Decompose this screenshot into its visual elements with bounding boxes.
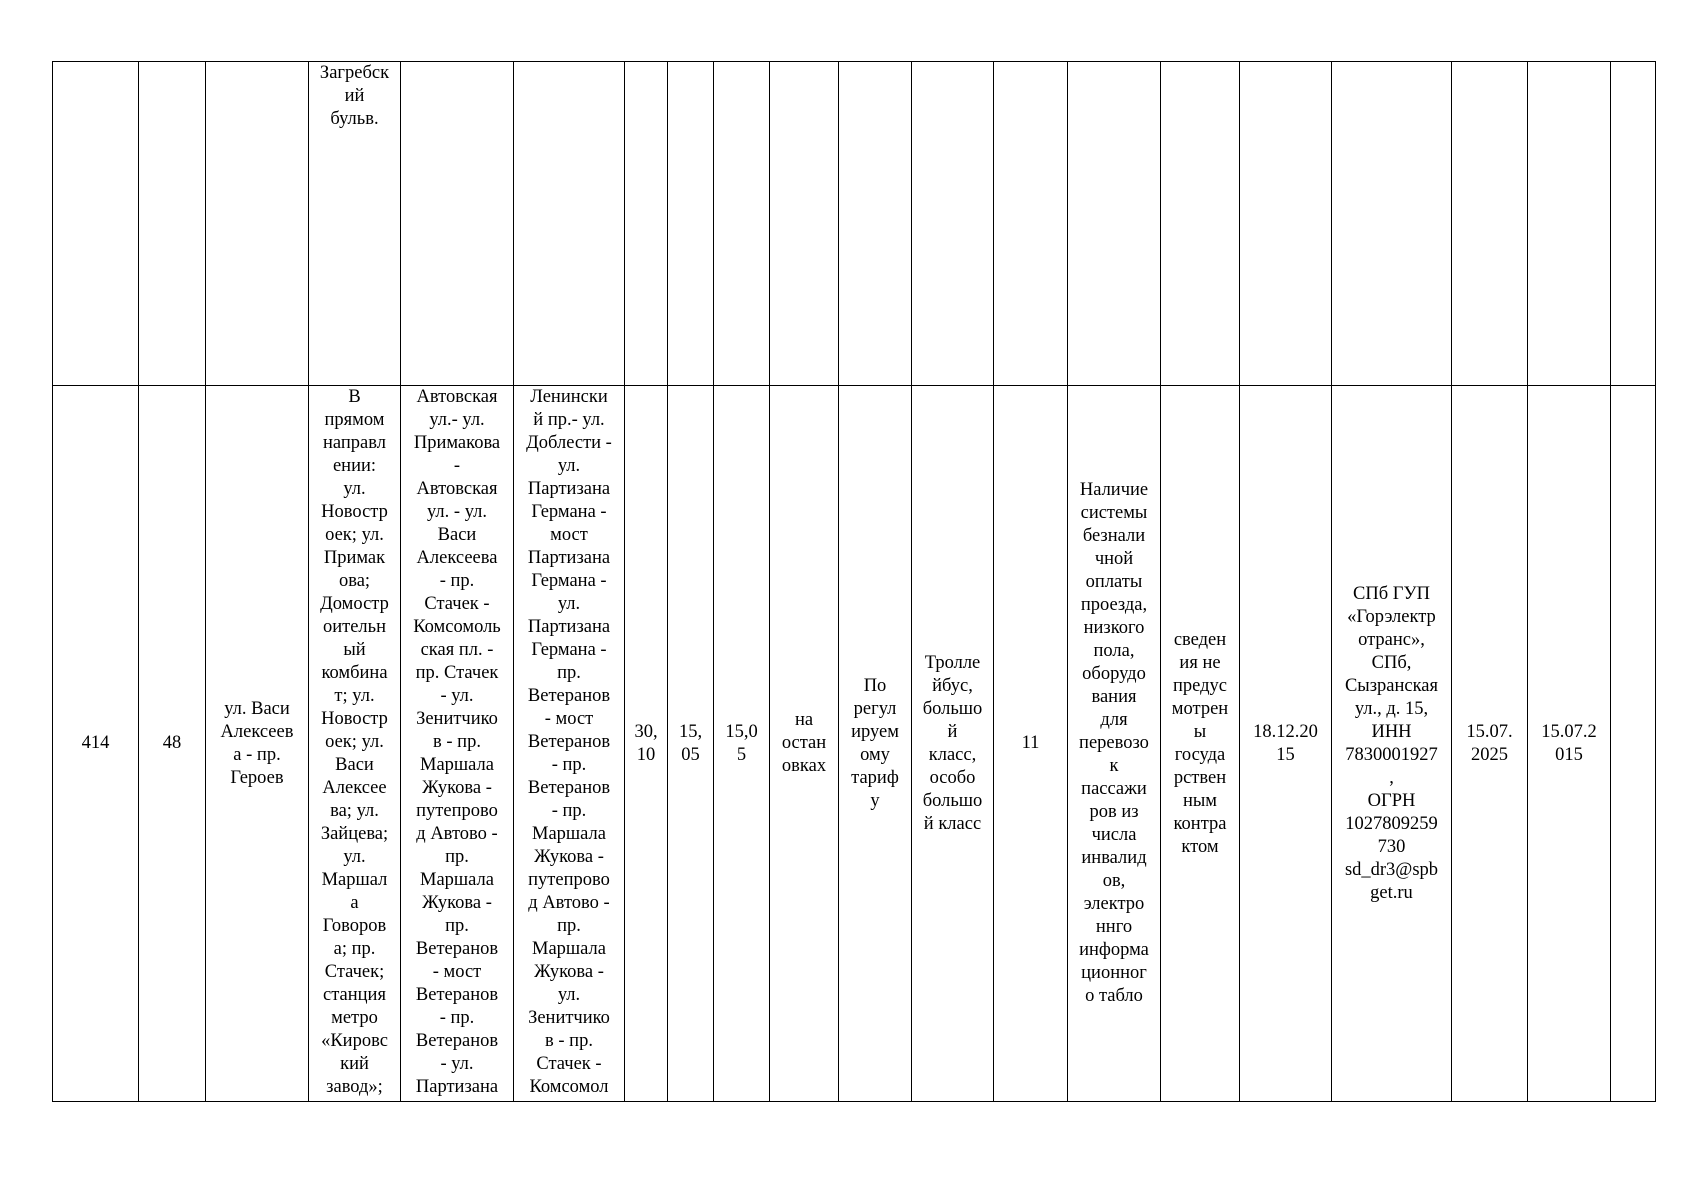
route-no-text: 48 [162,733,182,753]
cell-characteristics [1068,386,1161,1102]
cell-stops [309,386,401,1102]
length-forward-text: 15, 05 [678,721,703,765]
cell-streets-backward [514,386,625,1102]
length-backward-text: 15,0 5 [725,721,758,765]
cell-carrier [1332,386,1452,1102]
route-name-text: ул. Васи Алексеев а - пр. Героев [220,698,294,788]
stop-order-text: на остан овках [781,710,827,776]
characteristics-text: Наличие системы безнали чной оплаты проезда, низкого пола, оборудо вания для перевозо к пассажи ров из числа инвалид ов, электро ннго информа ционног о табло [1079,480,1149,1006]
cell-streets-forward [401,386,514,1102]
cell-extra [1611,386,1656,1102]
cell-route-no [139,62,206,386]
stops-text: В прямом направл ении: ул. Новостр оек; ул. Примак ова; Домостр оительн ый комбина т; ул. Новостр оек; ул. Васи Алексее ва; ул. Зайцева; ул. Маршал а Говоров а; пр. Стачек; станция метро «Кировс кий завод»; [320,387,389,1097]
cell-length-forward [668,386,714,1102]
cell-vehicle-class [912,62,994,386]
route-registry-table [52,61,1656,1102]
cell-length-backward [714,62,770,386]
cell-route-name [206,386,309,1102]
carrier-text: СПб ГУП «Горэлектр отранс», СПб, Сызранская ул., д. 15, ИНН 7830001927 , ОГРН 1027809259 730 sd_dr3@spb get.ru [1344,583,1439,903]
date-a-text: 15.07. 2025 [1466,721,1513,765]
tariff-text: По регул ируем ому тариф у [851,675,899,811]
cell-extra [1611,62,1656,386]
cell-contract-info [1161,386,1240,1102]
streets-backward-text: Ленински й пр.- ул. Доблести - ул. Партизана Германа - мост Партизана Германа - ул. Партизана Германа - пр. Ветеранов - мост Ветеранов - пр. Ветеранов - пр. Маршала Жукова - путепрово д Автово - пр. Маршала Жукова - ул. Зенитчико в - пр. Стачек - Комсомол [526,387,612,1097]
vehicle-class-text: Тролле йбус, большо й класс, особо большо й класс [922,652,983,834]
table-row-previous [53,62,1656,386]
length-total-text: 30, 10 [634,721,658,765]
cell-route-no [139,386,206,1102]
cell-length-forward [668,62,714,386]
cell-date-a [1452,62,1528,386]
stops-fragment-text: Загребск ий бульв. [319,63,390,129]
vehicle-count-text: 11 [1021,733,1040,753]
streets-forward-text: Автовская ул.- ул. Примакова - Автовская ул. - ул. Васи Алексеева - пр. Стачек - Комсомоль ская пл. - пр. Стачек - ул. Зенитчико в - пр. Маршала Жукова - путепрово д Автово - пр. Маршала Жукова - пр. Ветеранов - мост Ветеранов - пр. Ветеранов - ул. Партизана [413,387,501,1097]
cell-streets-backward [514,62,625,386]
cell-reg-no [53,62,139,386]
cell-start-date [1240,62,1332,386]
cell-length-backward [714,386,770,1102]
cell-characteristics [1068,62,1161,386]
cell-tariff [839,386,912,1102]
start-date-text: 18.12.20 15 [1253,721,1318,765]
cell-date-b [1528,62,1611,386]
cell-date-a [1452,386,1528,1102]
cell-vehicle-class [912,386,994,1102]
table-row-414 [53,386,1656,1102]
cell-vehicle-count [994,62,1068,386]
cell-vehicle-count [994,386,1068,1102]
contract-info-text: сведен ия не предус мотрен ы госуда рствен ным контра ктом [1171,629,1229,857]
cell-stop-order [770,62,839,386]
reg-no-text: 414 [81,733,110,753]
cell-carrier [1332,62,1452,386]
cell-reg-no [53,386,139,1102]
cell-date-b [1528,386,1611,1102]
cell-stops [309,62,401,386]
cell-streets-forward [401,62,514,386]
cell-start-date [1240,386,1332,1102]
cell-route-name [206,62,309,386]
cell-length-total [625,62,668,386]
cell-tariff [839,62,912,386]
cell-contract-info [1161,62,1240,386]
date-b-text: 15.07.2 015 [1541,721,1597,765]
cell-length-total [625,386,668,1102]
cell-stop-order [770,386,839,1102]
